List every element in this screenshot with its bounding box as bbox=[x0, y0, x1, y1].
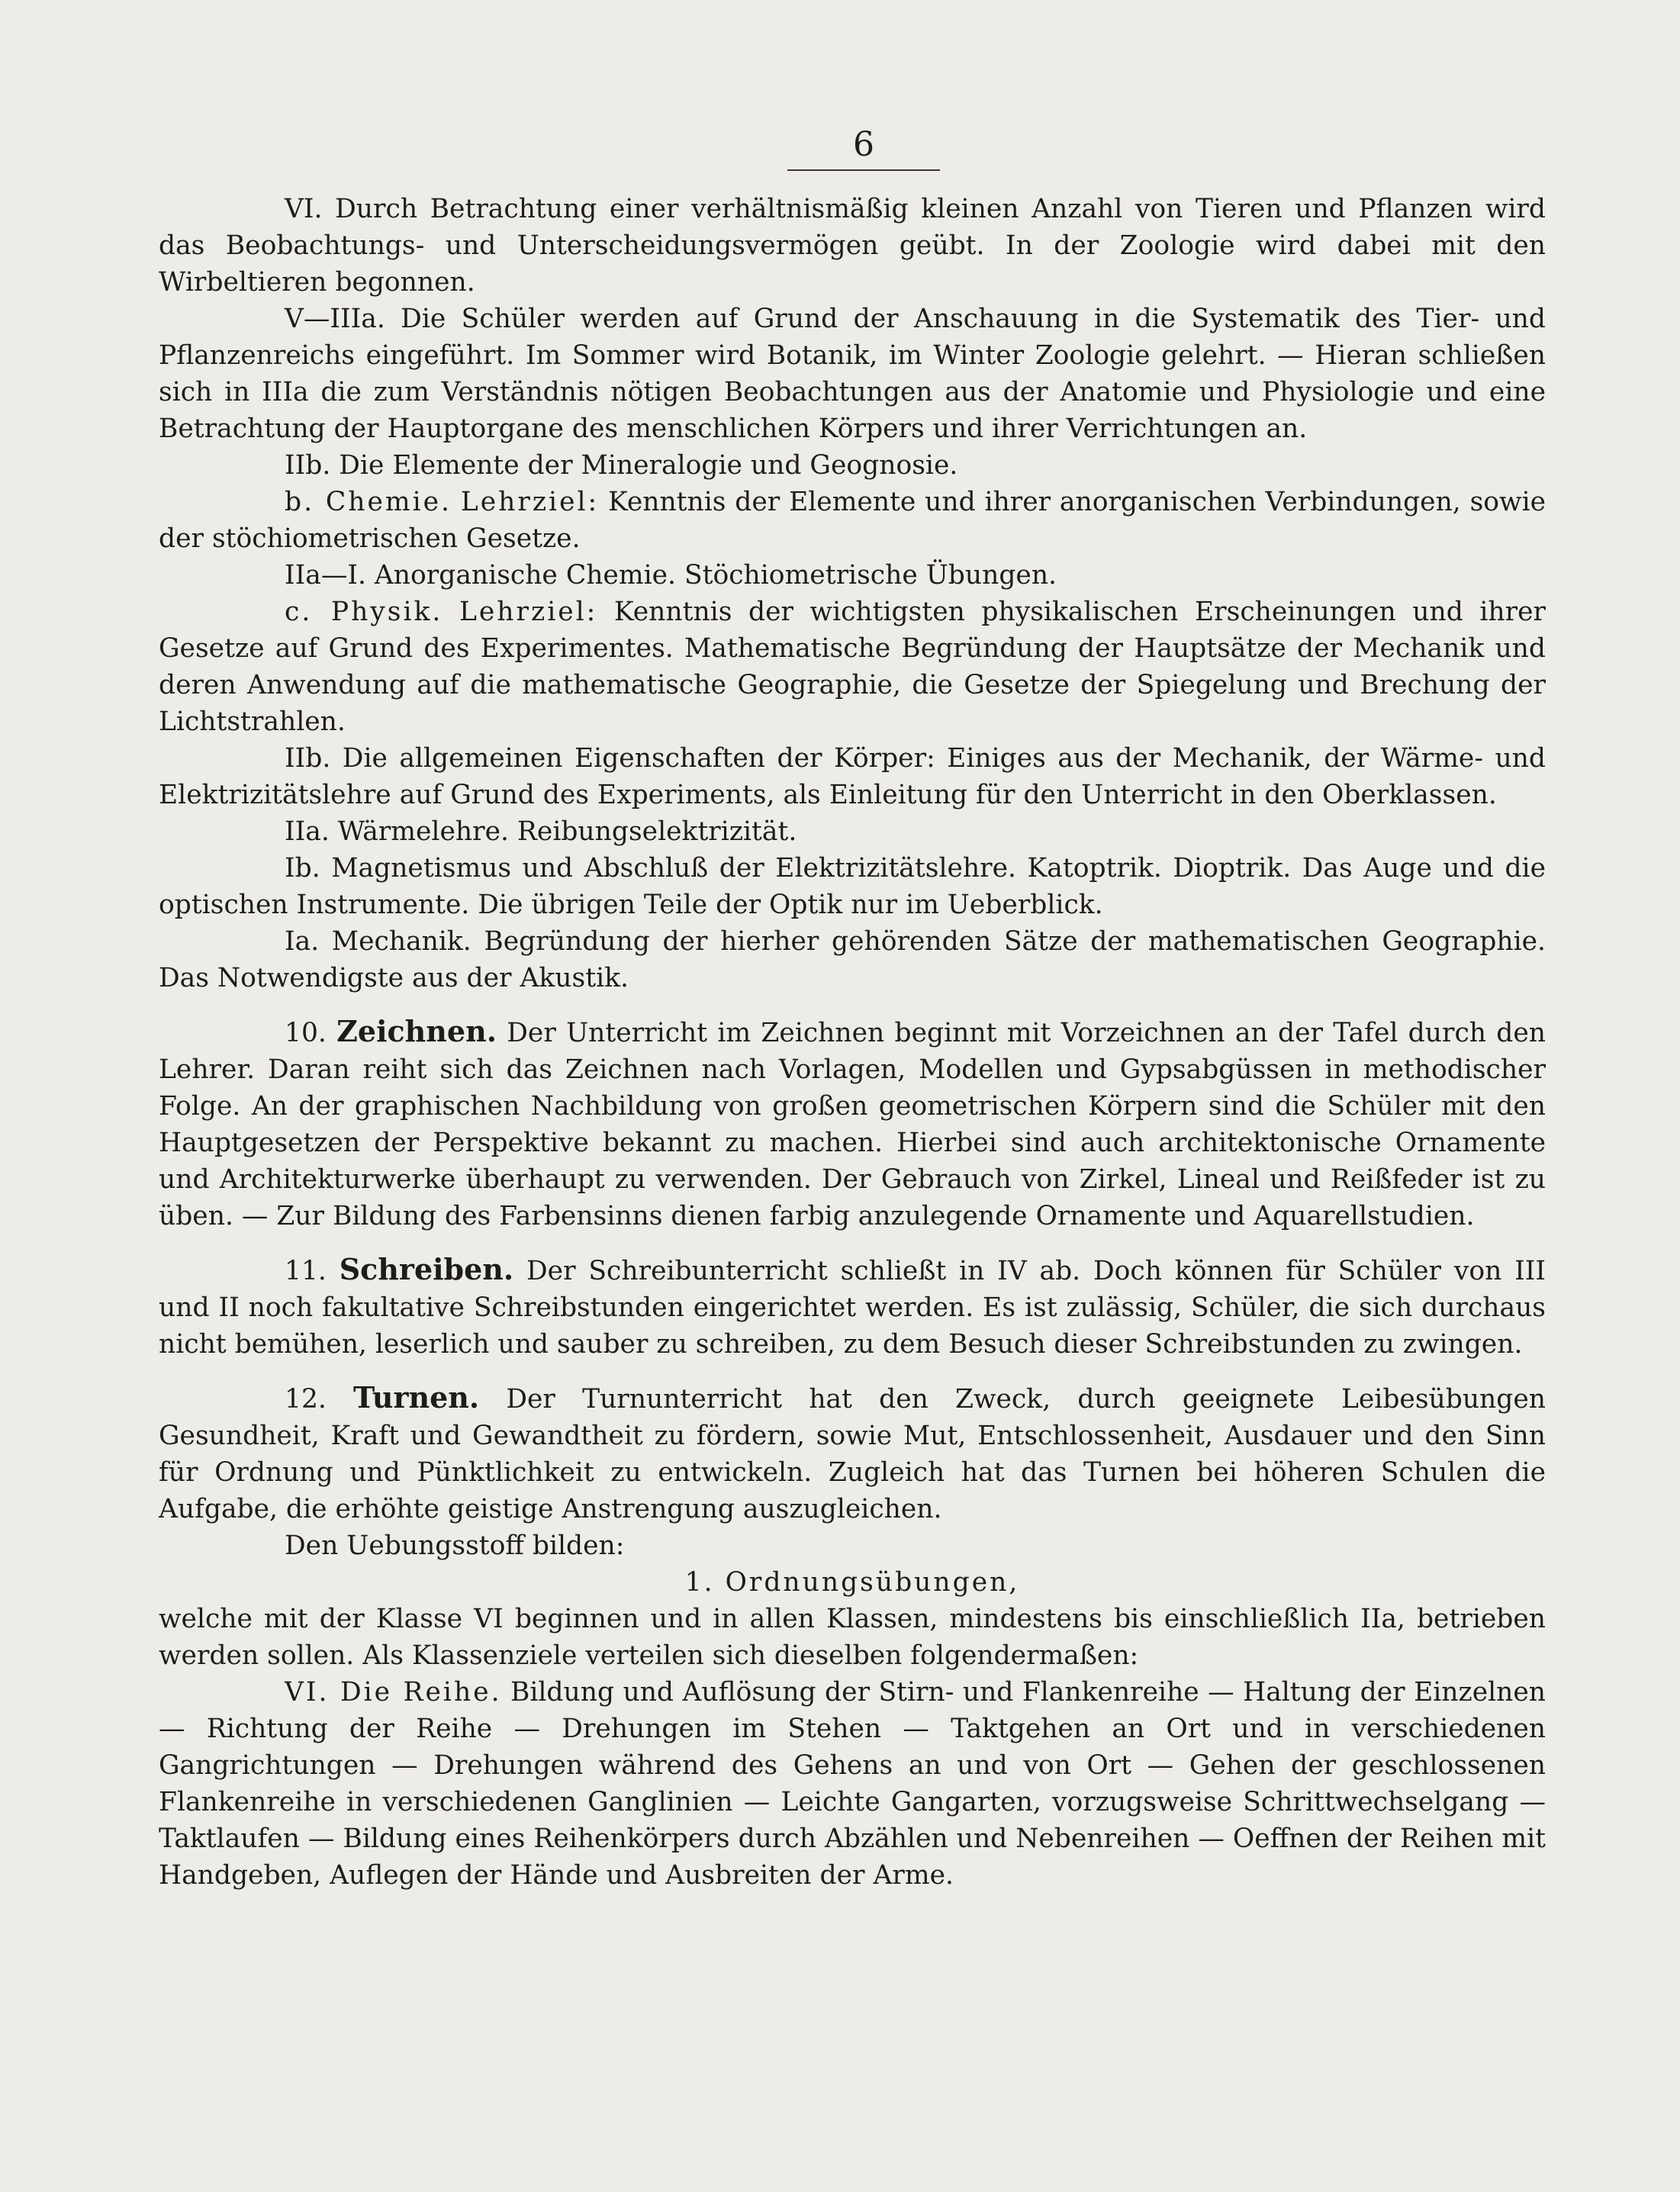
schreiben-text: Der Schreibunterricht schließt in IV ab. Doch können für Schüler von III und II noch fakultative Schreibstunden eingerichtet werden. Es ist zulässig, Schüler, die sich durchaus nicht bemühen, leserlich und sauber zu schreiben, zu dem Besuch dieser Schreibstunden zu zwingen. bbox=[159, 1256, 1546, 1360]
schreiben-number: 11. bbox=[285, 1256, 327, 1286]
physik-lehrziel: Lehrziel: bbox=[459, 597, 598, 627]
paragraph-iia-waerme: IIa. Wärmelehre. Reibungselektrizität. bbox=[285, 816, 797, 847]
section-schreiben bbox=[159, 1251, 1546, 1363]
paragraph-ia-mechanik: Ia. Mechanik. Begründung der hierher gehörenden Sätze der mathematischen Geographie. Das Notwendigste aus der Akustik. bbox=[159, 926, 1546, 993]
schreiben-heading: Schreiben. bbox=[339, 1252, 514, 1286]
body-text bbox=[159, 191, 1546, 1894]
paragraph-iia-i-chemie: IIa—I. Anorganische Chemie. Stöchiometrische Übungen. bbox=[285, 560, 1057, 591]
paragraph-chemie bbox=[159, 484, 1546, 557]
subheading-ordnungsuebungen: 1. Ordnungsübungen, bbox=[684, 1567, 1020, 1598]
reihe-label: VI. Die Reihe. bbox=[285, 1677, 502, 1708]
paragraph-vi-reihe bbox=[159, 1674, 1546, 1894]
zeichnen-heading: Zeichnen. bbox=[336, 1014, 497, 1048]
chemie-text: Kenntnis der Elemente und ihrer anorganischen Verbindungen, sowie der stöchiometrischen Gesetze. bbox=[159, 487, 1546, 554]
zeichnen-number: 10. bbox=[285, 1018, 327, 1048]
physik-label: c. Physik. bbox=[285, 597, 443, 627]
reihe-text: Bildung und Auflösung der Stirn- und Flankenreihe — Haltung der Einzelnen — Richtung der Reihe — Drehungen im Stehen — Taktgehen an Ort und in verschiedenen Gangrichtungen — Drehungen während des Gehens an und von Ort — Gehen der geschlossenen Flankenreihe in verschiedenen Ganglinien — Leichte Gangarten, vorzugsweise Schrittwechselgang — Taktlaufen — Bildung eines Reihenkörpers durch Abzählen und Nebenreihen — Oeffnen der Reihen mit Handgeben, Auflegen der Hände und Ausbreiten der Arme. bbox=[159, 1677, 1546, 1891]
turnen-text: Der Turnunterricht hat den Zweck, durch geeignete Leibesübungen Gesundheit, Kraft und Gewandtheit zu fördern, sowie Mut, Entschlossenheit, Ausdauer und den Sinn für Ordnung und Pünktlichkeit zu entwickeln. Zugleich hat das Turnen bei höheren Schulen die Aufgabe, die erhöhte geistige Anstrengung auszugleichen. bbox=[159, 1384, 1546, 1524]
paragraph-physik bbox=[159, 594, 1546, 740]
page-number: 6 bbox=[853, 125, 874, 164]
section-zeichnen bbox=[159, 1013, 1546, 1234]
turnen-number: 12. bbox=[285, 1384, 327, 1415]
physik-text: Kenntnis der wichtigsten physikalischen Erscheinungen und ihrer Gesetze auf Grund des Experimentes. Mathematische Begründung der Hauptsätze der Mechanik und deren Anwendung auf die mathematische Geographie, die Gesetze der Spiegelung und Brechung der Lichtstrahlen. bbox=[159, 597, 1546, 737]
paragraph-klassenziele: welche mit der Klasse VI beginnen und in allen Klassen, mindestens bis einschließlich IIa, betrieben werden sollen. Als Klassenziele verteilen sich dieselben folgendermaßen: bbox=[159, 1604, 1546, 1671]
paragraph-iib-mineralogy: IIb. Die Elemente der Mineralogie und Geognosie. bbox=[285, 450, 958, 481]
paragraph-v-iiia: V—IIIa. Die Schüler werden auf Grund der Anschauung in die Systematik des Tier- und Pflanzenreichs eingeführt. Im Sommer wird Botanik, im Winter Zoologie gelehrt. — Hieran schließen sich in IIIa die zum Verständnis nötigen Beobachtungen aus der Anatomie und Physiologie und eine Betrachtung der Hauptorgane des menschlichen Körpers und ihrer Verrichtungen an. bbox=[159, 304, 1546, 444]
chemie-label: b. Chemie. bbox=[285, 487, 452, 517]
zeichnen-text: Der Unterricht im Zeichnen beginnt mit Vorzeichnen an der Tafel durch den Lehrer. Daran reiht sich das Zeichnen nach Vorlagen, Modellen und Gypsabgüssen in methodischer Folge. An der graphischen Nachbildung von großen geometrischen Körpern sind die Schüler mit den Hauptgesetzen der Perspektive bekannt zu machen. Hierbei sind auch architektonische Ornamente und Architekturwerke überhaupt zu verwenden. Der Gebrauch von Zirkel, Lineal und Reißfeder ist zu üben. — Zur Bildung des Farbensinns dienen farbig anzulegende Ornamente und Aquarellstudien. bbox=[159, 1018, 1546, 1231]
paragraph-vi: VI. Durch Betrachtung einer verhältnismäßig kleinen Anzahl von Tieren und Pflanzen wird das Beobachtungs- und Unterscheidungsvermögen geübt. In der Zoologie wird dabei mit den Wirbeltieren begonnen. bbox=[159, 194, 1546, 298]
paragraph-ib-magnetismus: Ib. Magnetismus und Abschluß der Elektrizitätslehre. Katoptrik. Dioptrik. Das Auge und die optischen Instrumente. Die übrigen Teile der Optik nur im Ueberblick. bbox=[159, 853, 1546, 920]
paragraph-iib-koerper: IIb. Die allgemeinen Eigenschaften der Körper: Einiges aus der Mechanik, der Wärme- und Elektrizitätslehre auf Grund des Experiments, als Einleitung für den Unterricht in den Oberklassen. bbox=[159, 743, 1546, 810]
section-turnen bbox=[159, 1379, 1546, 1527]
turnen-heading: Turnen. bbox=[353, 1380, 480, 1415]
page-number-rule bbox=[787, 169, 940, 171]
chemie-lehrziel: Lehrziel: bbox=[460, 487, 600, 517]
paragraph-uebungsstoff: Den Uebungsstoff bilden: bbox=[285, 1531, 625, 1561]
